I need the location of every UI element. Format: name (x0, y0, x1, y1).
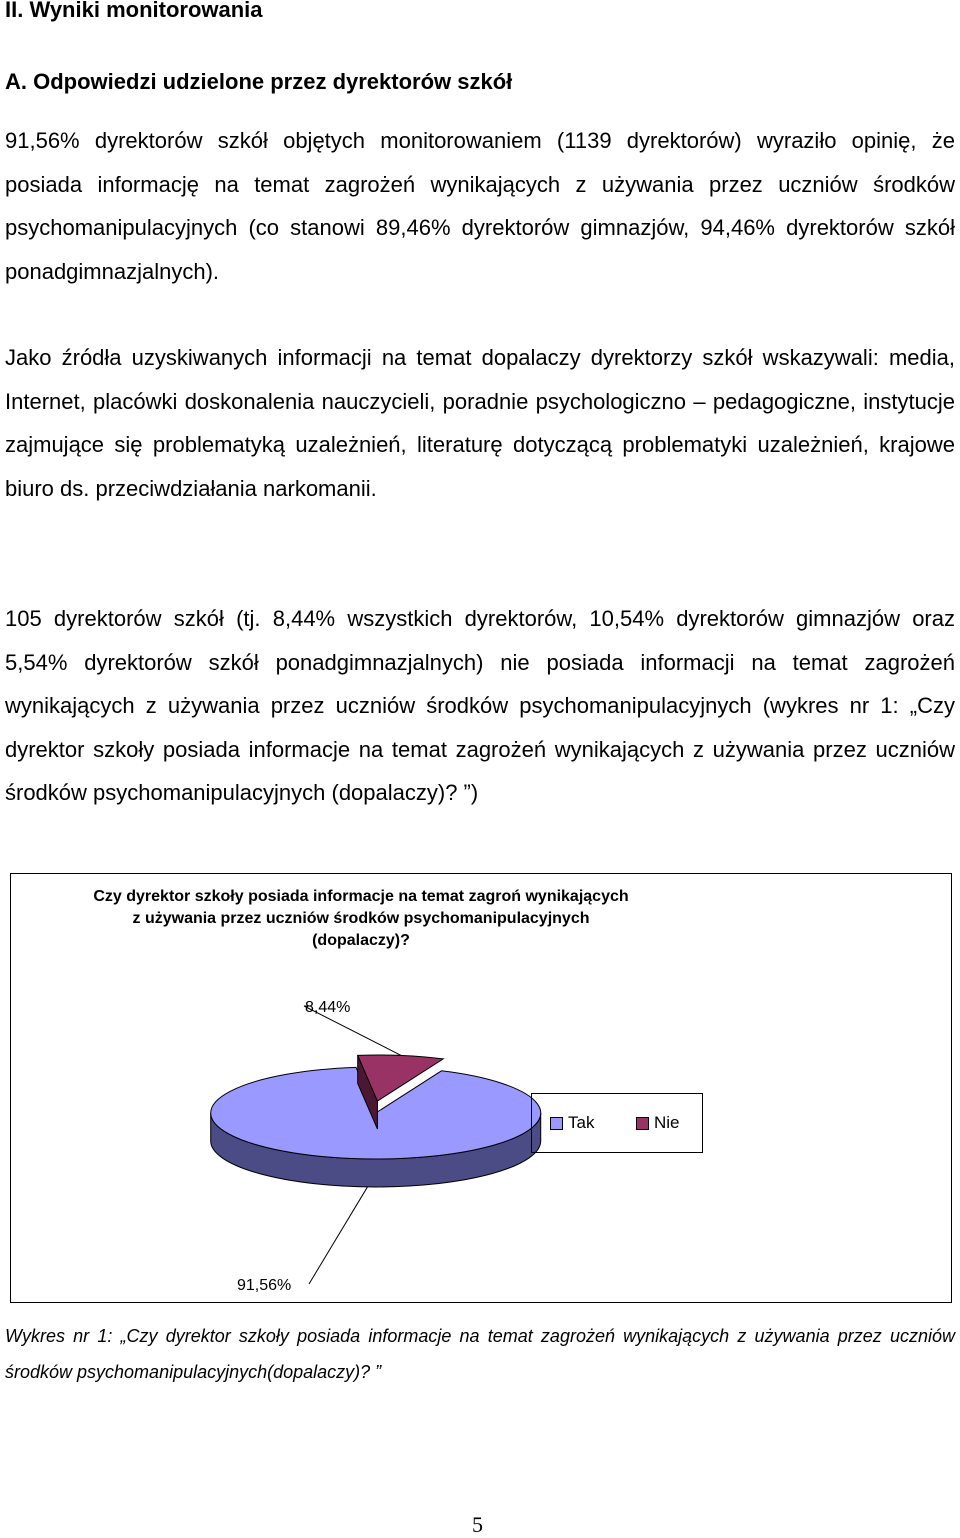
leader-line-tak (309, 1187, 367, 1284)
section-heading: II. Wyniki monitorowania (5, 0, 263, 22)
subsection-heading: A. Odpowiedzi udzielone przez dyrektorów szkół (5, 69, 513, 94)
legend-swatch-tak (550, 1117, 563, 1130)
chart-title: Czy dyrektor szkoły posiada informacje na temat zagroń wynikających z używania przez uczniów środków psychomanipulacyjnych (dopalaczy)? (93, 888, 629, 949)
paragraph-2: Jako źródła uzyskiwanych informacji na temat dopalaczy dyrektorzy szkół wskazywali: media, Internet, placówki doskonalenia nauczycieli, poradnie psychologiczno – pedagogiczne, instytucje zajmujące się problematyką uzależnień, literaturę dotyczącą problematyki uzależnień, krajowe biuro ds. przeciwdziałania narkomanii. (5, 345, 955, 501)
page-number: 5 (472, 1512, 483, 1537)
legend-item-nie (636, 1113, 680, 1133)
pie-chart (11, 874, 953, 1304)
chart-frame (10, 873, 952, 1303)
legend-label-nie: Nie (654, 1113, 680, 1132)
data-label-nie: 8,44% (305, 999, 351, 1016)
paragraph-3: 105 dyrektorów szkół (tj. 8,44% wszystkich dyrektorów, 10,54% dyrektorów gimnazjów oraz 5,54% dyrektorów szkół ponadgimnazjalnych) nie posiada informacji na temat zagrożeń wynikających z używania przez uczniów środków psychomanipulacyjnych (wykres nr 1: „Czy dyrektor szkoły posiada informacje na temat zagrożeń wynikających z używania przez uczniów środków psychomanipulacyjnych (dopalaczy)? ”) (5, 606, 955, 806)
data-label-tak: 91,56% (237, 1277, 292, 1294)
paragraph-1: 91,56% dyrektorów szkół objętych monitorowaniem (1139 dyrektorów) wyraziło opinię, że posiada informację na temat zagrożeń wynikających z używania przez uczniów środków psychomanipulacyjnych (co stanowi 89,46% dyrektorów gimnazjów, 94,46% dyrektorów szkół ponadgimnazjalnych). (5, 128, 955, 284)
legend-swatch-nie (636, 1117, 649, 1130)
legend-label-tak: Tak (568, 1113, 595, 1132)
chart-legend (531, 1093, 703, 1153)
legend-item-tak (550, 1113, 594, 1133)
figure-caption: Wykres nr 1: „Czy dyrektor szkoły posiada informacje na temat zagrożeń wynikających z używania przez uczniów środków psychomanipulacyjnych(dopalaczy)? ” (5, 1326, 955, 1382)
